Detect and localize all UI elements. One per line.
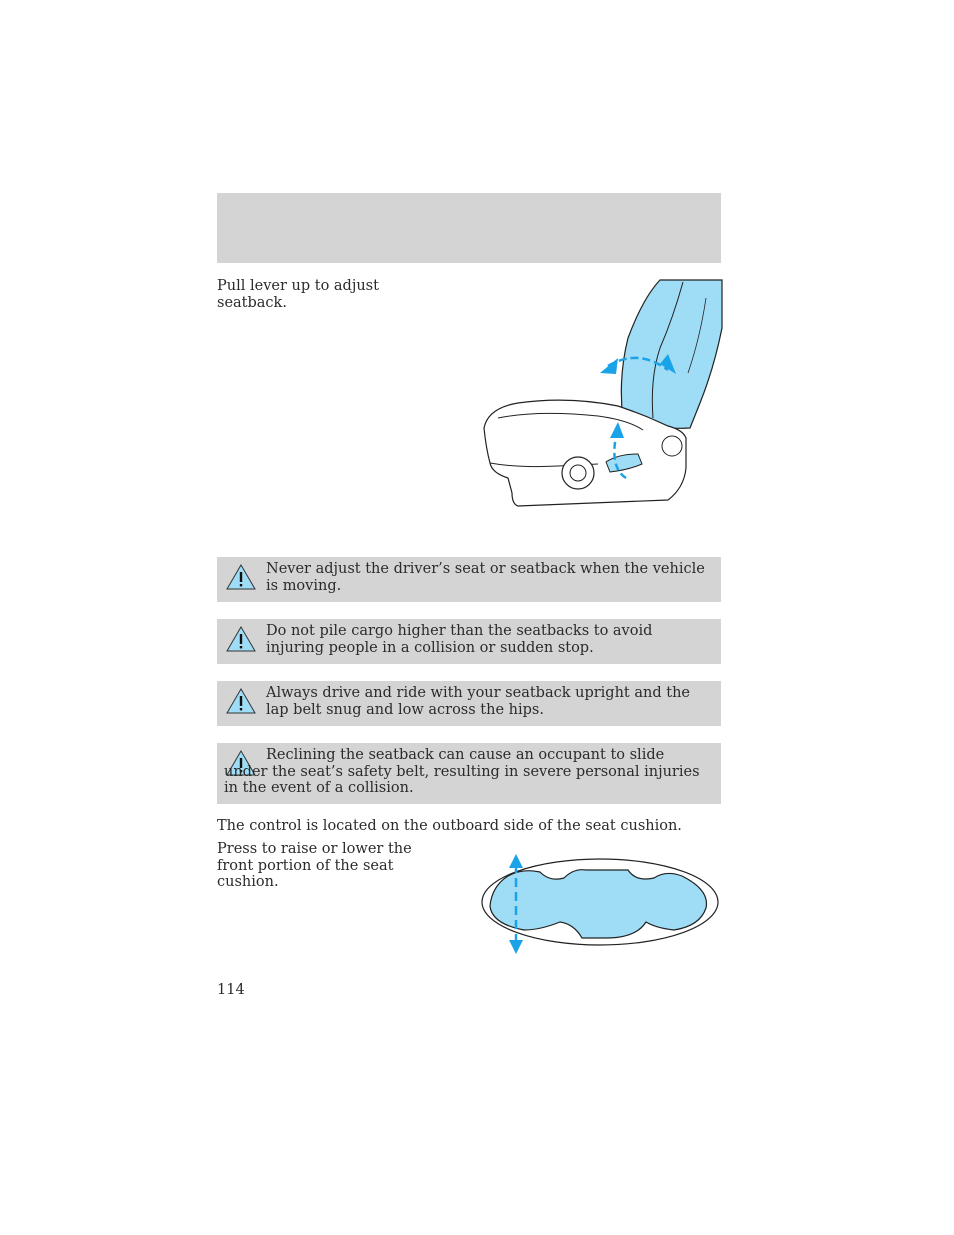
seatback-instruction: Pull lever up to adjust seatback. <box>217 278 379 311</box>
warning-text: Never adjust the driver’s seat or seatback when the vehicle is moving. <box>266 561 705 594</box>
warning-box <box>217 681 721 726</box>
warning-triangle-icon <box>225 687 257 715</box>
warning-text: Reclining the seatback can cause an occupant to slide under the seat’s safety belt, resulting in severe personal injuries in the event of a collision. <box>224 747 700 796</box>
warning-triangle-icon <box>225 625 257 653</box>
cushion-press-text: Press to raise or lower the front portion of the seat cushion. <box>217 841 412 890</box>
warning-box <box>217 743 721 804</box>
page-number: 114 <box>217 982 245 998</box>
warning-text: Always drive and ride with your seatback upright and the lap belt snug and low across the hips. <box>266 685 690 718</box>
cushion-control-illustration <box>478 846 724 958</box>
warning-text: Do not pile cargo higher than the seatbacks to avoid injuring people in a collision or sudden stop. <box>266 623 653 656</box>
cushion-location-text: The control is located on the outboard side of the seat cushion. <box>217 818 682 834</box>
warning-box <box>217 557 721 602</box>
warning-triangle-icon <box>225 563 257 591</box>
warning-box <box>217 619 721 664</box>
seat-recline-illustration <box>478 278 724 510</box>
section-header-band <box>217 193 721 263</box>
